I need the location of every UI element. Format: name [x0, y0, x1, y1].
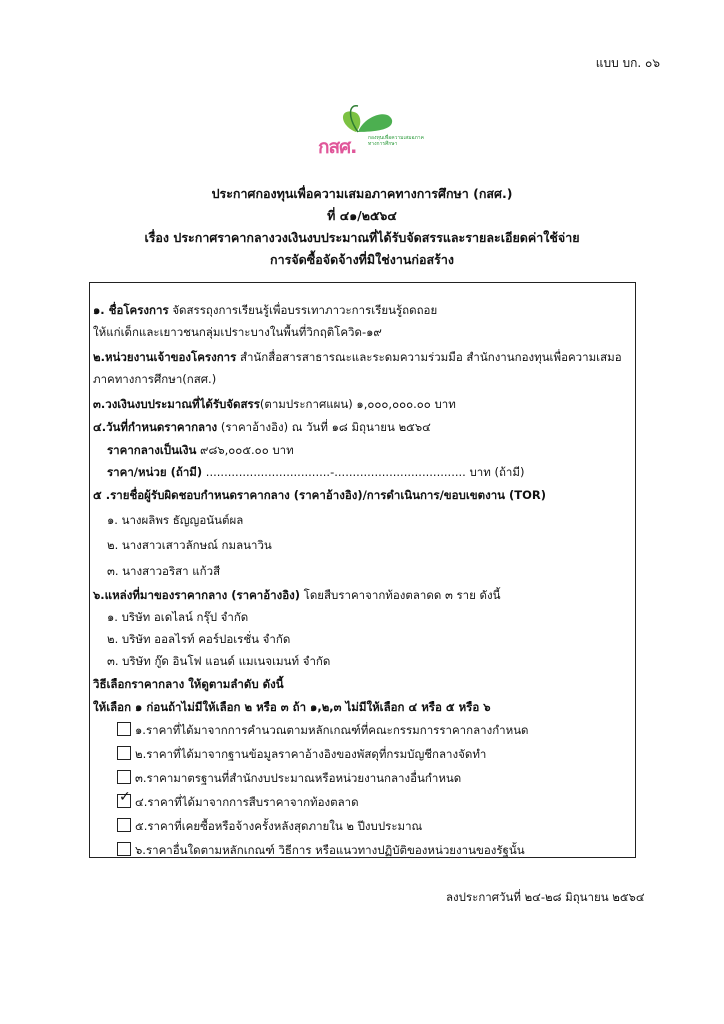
heading-line-2: ที่ ๔๑/๒๕๖๔	[327, 208, 397, 223]
heading-line-4: การจัดซื้อจัดจ้างที่มิใช่งานก่อสร้าง	[270, 252, 454, 267]
person-item: ๒. นางสาวเสาวลักษณ์ กมลนาวิน	[107, 538, 272, 552]
heading-line-1: ประกาศกองทุนเพื่อความเสมอภาคทางการศึกษา (กสศ.)	[211, 186, 513, 201]
project-name-cont: ให้แก่เด็กและเยาวชนกลุ่มเปราะบางในพื้นที่วิกฤติโควิด-๑๙	[93, 325, 382, 339]
method-rule: ให้เลือก ๑ ก่อนถ้าไม่มีให้เลือก ๒ หรือ ๓ ถ้า ๑,๒,๓ ไม่มีให้เลือก ๔ หรือ ๕ หรือ ๖	[93, 700, 491, 714]
option-text: ๕.ราคาที่เคยซื้อหรือจ้างครั้งหลังสุดภายใน ๒ ปีงบประมาณ	[135, 819, 423, 833]
option-text: ๑.ราคาที่ได้มาจากการคำนวณตามหลักเกณฑ์ที่คณะกรรมการราคากลางกำหนด	[135, 723, 529, 737]
option-row[interactable]	[117, 770, 461, 788]
source-label: ๖.แหล่งที่มาของราคากลาง (ราคาอ้างอิง)	[93, 588, 300, 602]
checkbox-checked[interactable]	[117, 789, 131, 808]
person-item: ๑. นางผลิพร ธัญญอนันต์ผล	[107, 513, 244, 527]
responsible-label: ๕ .รายชื่อผู้รับผิดชอบกำหนดราคากลาง (ราคาอ้างอิง)/การดำเนินการ/ขอบเขตงาน (TOR)	[93, 488, 547, 502]
form-code: แบบ บก. ๐๖	[595, 56, 660, 70]
option-text: ๒.ราคาที่ได้มาจากฐานข้อมูลราคาอ้างอิงของพัสดุที่กรมบัญชีกลางจัดทำ	[135, 747, 487, 761]
project-name-label: ๑. ชื่อโครงการ	[93, 303, 169, 317]
option-row[interactable]	[117, 818, 422, 836]
unit-price-label: ราคา/หน่วย (ถ้ามี)	[107, 465, 203, 479]
project-name-value: จัดสรรถุงการเรียนรู้เพื่อบรรเทาภาวะการเรียนรู้ถดถอย	[172, 303, 438, 317]
checkbox[interactable]	[117, 722, 131, 736]
checkbox[interactable]	[117, 746, 131, 760]
source-value: โดยสืบราคาจากท้องตลาดด ๓ ราย ดังนี้	[303, 588, 501, 602]
owner-unit-label: ๒.หน่วยงานเจ้าของโครงการ	[93, 350, 237, 364]
budget-label: ๓.วงเงินงบประมาณที่ได้รับจัดสรร	[93, 397, 260, 411]
check-mark-icon: ✓	[119, 789, 131, 805]
announcement-date: ลงประกาศวันที่ ๒๔-๒๘ มิถุนายน ๒๕๖๔	[446, 890, 645, 904]
median-price-label: ราคากลางเป็นเงิน	[107, 443, 197, 457]
person-item: ๓. นางสาวอริสา แก้วสี	[107, 564, 221, 578]
document-heading	[0, 183, 724, 271]
method-title: วิธีเลือกราคากลาง ให้ดูตามลำดับ ดังนี้	[93, 677, 284, 691]
heading-line-3: เรื่อง ประกาศราคากลางวงเงินงบประมาณที่ได้รับจัดสรรและรายละเอียดค่าใช้จ่าย	[144, 230, 580, 245]
company-item: ๒. บริษัท ออลไรท์ คอร์ปอเรชั่น จำกัด	[107, 632, 291, 646]
median-price-value: ๙๘๖,๐๐๕.๐๐ บาท	[200, 443, 294, 457]
checkbox[interactable]	[117, 818, 131, 832]
checkbox[interactable]	[117, 842, 131, 856]
logo-text: กสศ.	[318, 136, 357, 158]
unit-price-value: ..................................-.................................... บาท (ถ้ามี)	[205, 465, 525, 479]
checkbox[interactable]	[117, 770, 131, 784]
option-text: ๔.ราคาที่ได้มาจากการสืบราคาจากท้องตลาด	[135, 795, 359, 809]
option-row[interactable]	[117, 789, 359, 812]
owner-unit-cont: ภาคทางการศึกษา(กสศ.)	[93, 372, 217, 386]
option-text: ๖.ราคาอื่นใดตามหลักเกณฑ์ วิธีการ หรือแนวทางปฏิบัติของหน่วยงานของรัฐนั้น	[135, 843, 525, 857]
option-row[interactable]	[117, 722, 529, 740]
option-row[interactable]	[117, 746, 486, 764]
gsf-logo	[318, 102, 428, 158]
option-row[interactable]	[117, 842, 525, 860]
price-date-value: (ราคาอ้างอิง) ณ วันที่ ๑๘ มิถุนายน ๒๕๖๔	[220, 420, 431, 434]
company-item: ๑. บริษัท อเดไลน์ กรุ๊ป จำกัด	[107, 610, 249, 624]
owner-unit-value: สำนักสื่อสารสาธารณะและระดมความร่วมมือ สำนักงานกองทุนเพื่อความเสมอ	[239, 350, 622, 364]
logo-subtitle: กองทุนเพื่อความเสมอภาคทางการศึกษา	[368, 135, 424, 147]
budget-value: (ตามประกาศแผน) ๑,๐๐๐,๐๐๐.๐๐ บาท	[259, 397, 456, 411]
price-date-label: ๔.วันที่กำหนดราคากลาง	[93, 420, 218, 434]
option-text: ๓.ราคามาตรฐานที่สำนักงบประมาณหรือหน่วยงานกลางอื่นกำหนด	[135, 771, 462, 785]
company-item: ๓. บริษัท กู๊ด อินโฟ แอนด์ แมเนจเมนท์ จำกัด	[107, 654, 331, 668]
